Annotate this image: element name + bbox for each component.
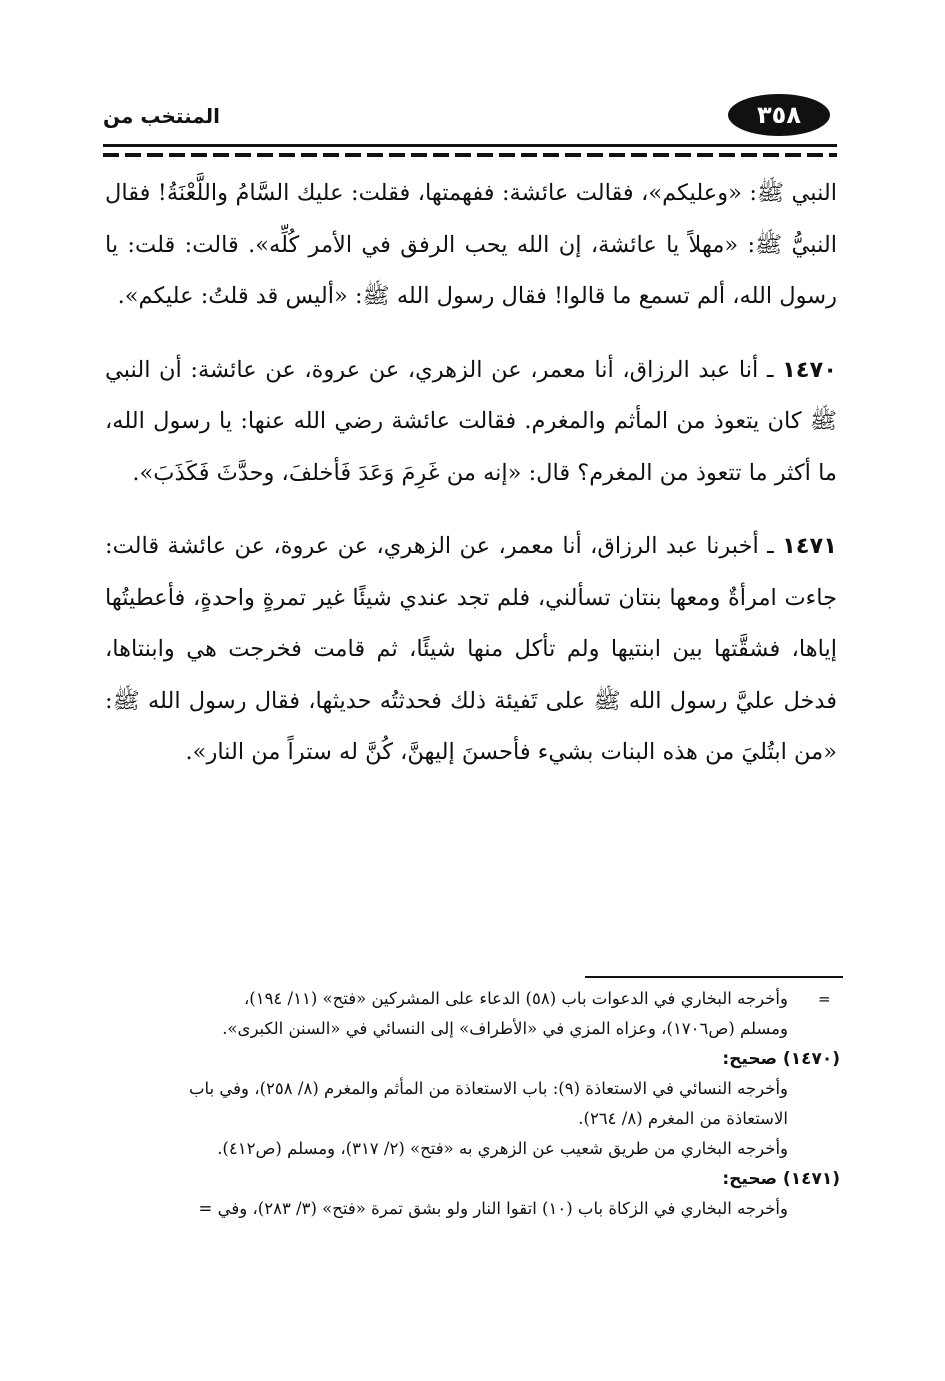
paragraph-continuation: النبي ﷺ: «وعليكم»، فقالت عائشة: ففهمتها، فقلت: عليك السَّامُ واللَّعْنَةُ! فقال النبيُّ ﷺ: «مهلاً يا عائشة، إن الله يحب الرفق في الأمر كُلِّه». قالت: قلت: يا رسول الله، ألم تسمع ما قالوا! فقال رسول الله ﷺ: «أليس قد قلتُ: عليكم».	[105, 180, 837, 309]
continuation-mark: =	[818, 990, 831, 1008]
page-number: ٣٥٨	[757, 101, 801, 129]
footnotes	[105, 984, 840, 1224]
hadith-text: ـ أخبرنا عبد الرزاق، أنا معمر، عن الزهري، عن عروة، عن عائشة قالت: جاءت امرأةٌ ومعها بنتان تسألني، فلم تجد عندي شيئًا غير تمرةٍ واحدةٍ، فأعطيتُها إياها، فشقَّتها بين ابنتيها ولم تأكل منها شيئًا، ثم قامت فخرجت هي وابنتاها، فدخل عليَّ رسول الله ﷺ على تَفيئة ذلك فحدثتُه حديثها، فقال رسول الله ﷺ: «من ابتُليَ من هذه البنات بشيء فأحسنَ إليهنَّ، كُنَّ له ستراً من النار».	[105, 533, 837, 765]
page-header	[95, 92, 840, 142]
main-text	[105, 168, 837, 779]
footnote-heading: (١٤٧١) صحيح:	[722, 1169, 840, 1189]
footnote-line: وأخرجه النسائي في الاستعاذة (٩): باب الاستعاذة من المأثم والمغرم (٨/ ٢٥٨)، وفي باب	[189, 1079, 788, 1098]
footnote-line: الاستعاذة من المغرم (٨/ ٢٦٤).	[578, 1109, 788, 1128]
hadith-1471	[105, 521, 837, 779]
footnote-line: ومسلم (ص١٧٠٦)، وعزاه المزي في «الأطراف» إلى النسائي في «السنن الكبرى».	[222, 1019, 788, 1038]
header-dashed-rule	[103, 153, 837, 157]
footnote-line: وأخرجه البخاري من طريق شعيب عن الزهري به «فتح» (٢/ ٣١٧)، ومسلم (ص٤١٢).	[217, 1139, 788, 1158]
hadith-1470	[105, 345, 837, 500]
hadith-number: ١٤٧٠	[782, 356, 838, 383]
footnote-heading: (١٤٧٠) صحيح:	[722, 1049, 840, 1069]
footnote-line: وأخرجه البخاري في الزكاة باب (١٠) اتقوا النار ولو بشق تمرة «فتح» (٣/ ٢٨٣)، وفي =	[198, 1199, 788, 1218]
hadith-number: ١٤٧١	[782, 533, 837, 559]
page-number-badge	[728, 94, 830, 136]
header-rule	[103, 144, 837, 147]
book-title: المنتخب من	[103, 104, 221, 128]
hadith-text: ـ أنا عبد الرزاق، أنا معمر، عن الزهري، عن عروة، عن عائشة: أن النبي ﷺ كان يتعوذ من المأثم والمغرم. فقالت عائشة رضي الله عنها: يا رسول الله، ما أكثر ما تتعوذ من المغرم؟ قال: «إنه من غَرِمَ وَعَدَ فَأخلفَ، وحدَّثَ فَكَذَبَ».	[105, 356, 837, 486]
footnote-line: وأخرجه البخاري في الدعوات باب (٥٨) الدعاء على المشركين «فتح» (١١/ ١٩٤)،	[243, 989, 788, 1008]
footnote-rule	[585, 976, 843, 978]
